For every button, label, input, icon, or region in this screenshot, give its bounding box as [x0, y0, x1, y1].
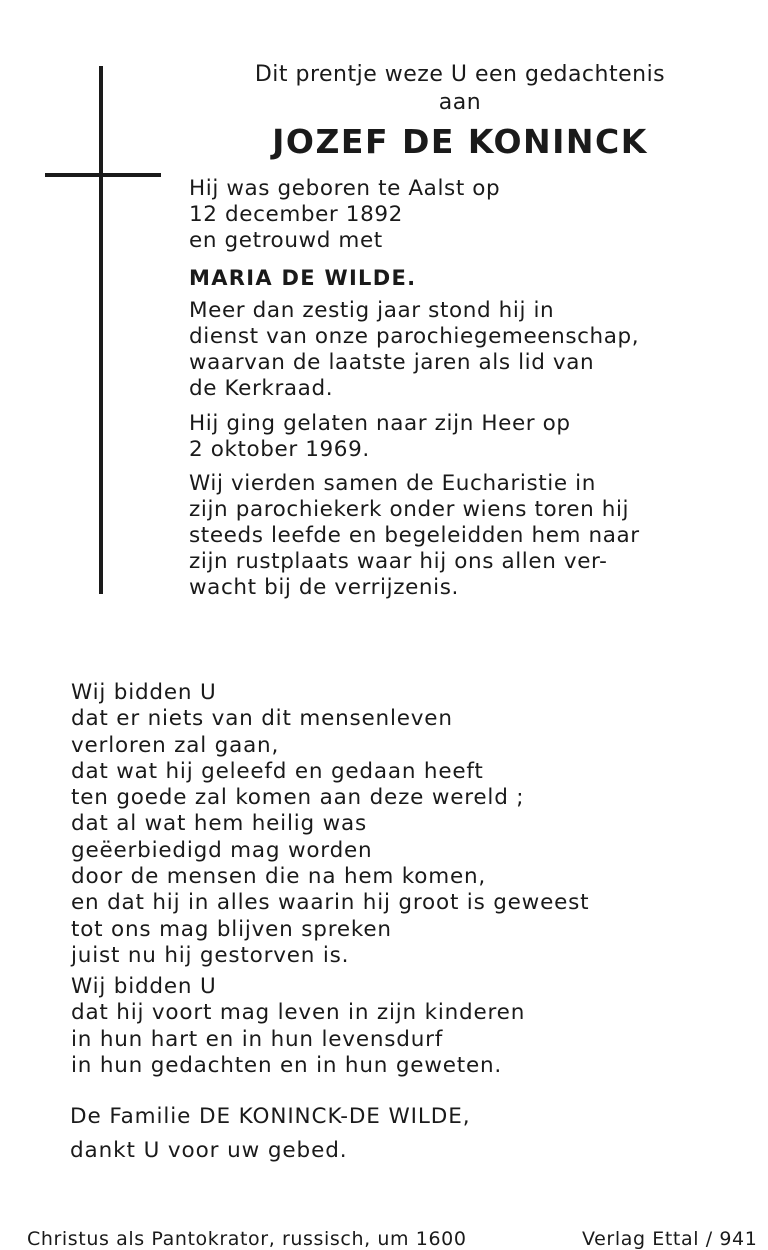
prayer-line: Wij bidden U [71, 974, 217, 999]
text-line: Hij was geboren te Aalst op [189, 176, 501, 201]
prayer-line: in hun hart en in hun levensdurf [71, 1026, 444, 1052]
prayer-line: dat al wat hem heilig was [71, 811, 367, 837]
text-line: en getrouwd met [189, 228, 383, 253]
prayer-line: in hun gedachten en in hun geweten. [71, 1052, 503, 1078]
text-line: Meer dan zestig jaar stond hij in [189, 298, 555, 323]
text-line: zijn parochiekerk onder wiens toren hij [189, 497, 630, 522]
text-line: wacht bij de verrijzenis. [189, 575, 459, 600]
text-line: 12 december 1892 [189, 202, 403, 227]
deceased-name: JOZEF DE KONINCK [272, 122, 648, 161]
prayer-line: Wij bidden U [71, 680, 217, 705]
text-line: dienst van onze parochiegemeenschap, [189, 324, 640, 349]
birth-paragraph [189, 176, 720, 254]
text-line: steeds leefde en begeleidden hem naar [189, 523, 640, 548]
dedication-line: Dit prentje weze U een gedachtenis [254, 62, 666, 87]
text-line: 2 oktober 1969. [189, 437, 370, 462]
image-credit: Christus als Pantokrator, russisch, um 1600 [27, 1228, 467, 1250]
prayer-line: ten goede zal komen aan deze wereld ; [71, 785, 525, 811]
prayer-line: verloren zal gaan, [71, 732, 280, 758]
text-line: de Kerkraad. [189, 376, 334, 401]
cross-vertical-bar [99, 66, 103, 594]
publisher-credit: Verlag Ettal / 941 [582, 1228, 758, 1250]
eucharist-paragraph [189, 471, 720, 601]
prayer-line: geëerbiedigd mag worden [71, 837, 373, 863]
prayer-line: juist nu hij gestorven is. [71, 942, 350, 968]
service-paragraph [189, 298, 720, 402]
prayer-line: dat er niets van dit mensenleven [71, 706, 453, 732]
cross-horizontal-bar [45, 173, 161, 177]
spouse-name: MARIA DE WILDE. [189, 266, 417, 290]
dedication-aan: aan [438, 90, 482, 115]
prayer-line: en dat hij in alles waarin hij groot is geweest [71, 890, 590, 916]
family-name-line: De Familie DE KONINCK-DE WILDE, [70, 1104, 471, 1129]
family-thanks [70, 1100, 470, 1168]
death-paragraph [189, 411, 720, 463]
thanks-line: dankt U voor uw gebed. [70, 1138, 348, 1163]
text-line: zijn rustplaats waar hij ons allen ver- [189, 549, 608, 574]
prayer-line: tot ons mag blijven spreken [71, 916, 392, 942]
text-line: Hij ging gelaten naar zijn Heer op [189, 411, 571, 436]
prayer-stanza-1 [71, 680, 721, 969]
prayer-line: door de mensen die na hem komen, [71, 864, 487, 890]
text-line: waarvan de laatste jaren als lid van [189, 350, 595, 375]
prayer-stanza-2 [71, 974, 721, 1079]
prayer-line: dat wat hij geleefd en gedaan heeft [71, 758, 484, 784]
text-line: Wij vierden samen de Eucharistie in [189, 471, 596, 496]
prayer-line: dat hij voort mag leven in zijn kinderen [71, 1000, 526, 1026]
